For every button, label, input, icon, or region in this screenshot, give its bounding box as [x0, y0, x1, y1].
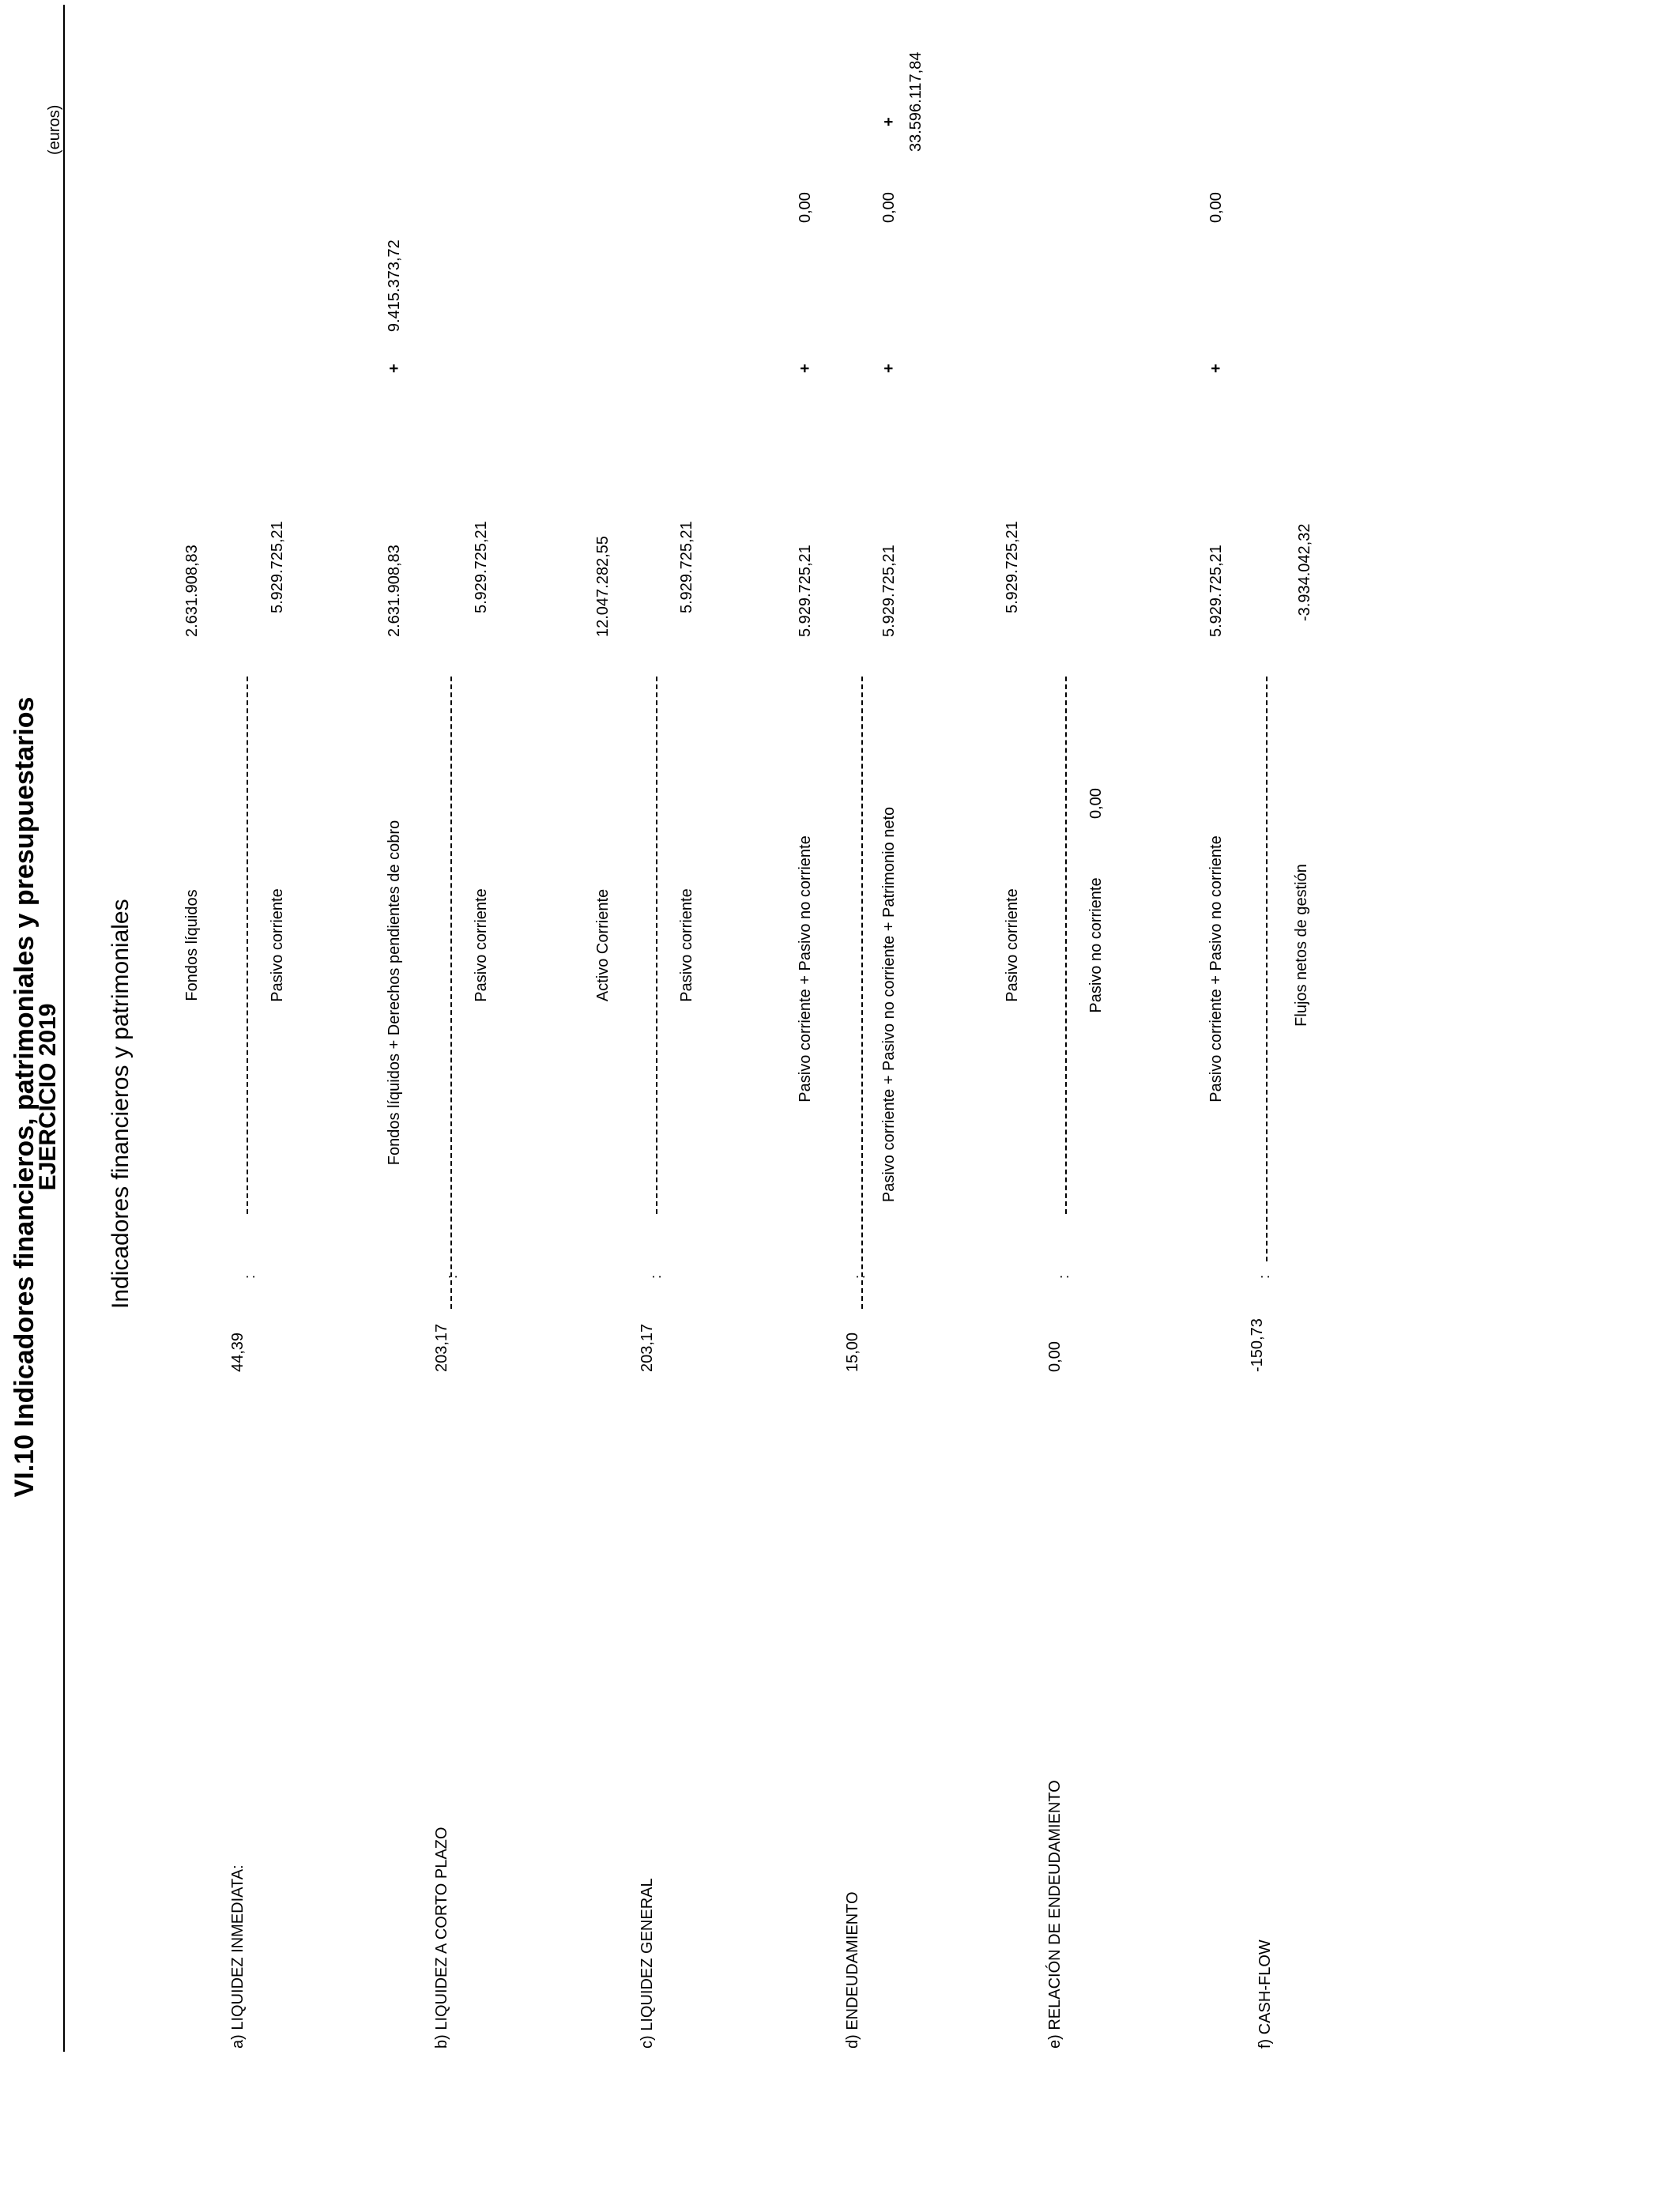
- indicator-result: -150,73: [1249, 1318, 1266, 1372]
- denominator-text: Pasivo corriente: [473, 888, 490, 1002]
- numerator-value: 2.631.908,83: [183, 545, 201, 637]
- numerator-value: 5.929.725,21: [797, 545, 814, 637]
- indicator-label: f) CASH-FLOW: [1256, 1940, 1274, 2049]
- indicator-result: 15,00: [844, 1332, 861, 1372]
- denominator-text: Pasivo corriente: [678, 888, 695, 1002]
- numerator-value: 5.929.725,21: [1207, 545, 1225, 637]
- fraction-line: [1266, 677, 1268, 1261]
- section-title: Indicadores financieros y patrimoniales: [107, 899, 134, 1309]
- currency-unit: (euros): [46, 104, 63, 155]
- indicator-label: d) ENDEUDAMIENTO: [844, 1891, 861, 2049]
- denominator-value: 5.929.725,21: [473, 521, 490, 613]
- numerator-text: Fondos líquidos + Derechos pendientes de cobro: [386, 820, 403, 1166]
- denominator-text: Flujos netos de gestión: [1293, 864, 1310, 1027]
- indicator-result: 44,39: [229, 1332, 247, 1372]
- fraction-line: [247, 677, 248, 1214]
- header-rule: [63, 5, 65, 2052]
- fraction-line: [861, 677, 863, 1309]
- plus-sign: +: [880, 117, 898, 126]
- plus-sign: +: [797, 364, 814, 373]
- indicator-label: c) LIQUIDEZ GENERAL: [638, 1878, 656, 2049]
- numerator-value: 12.047.282,55: [594, 536, 612, 637]
- denominator-text: Pasivo corriente + Pasivo no corriente + Patrimonio neto: [880, 806, 898, 1203]
- numerator-text: Activo Corriente: [594, 888, 612, 1002]
- indicator-result: 203,17: [433, 1323, 450, 1372]
- colon-separator: :: [444, 1274, 460, 1279]
- fraction-line: [656, 677, 657, 1214]
- numerator-text: Pasivo corriente + Pasivo no corriente: [797, 835, 814, 1103]
- numerator-text: Fondos líquidos: [183, 889, 201, 1001]
- denominator-value: -3.934.042,32: [1296, 523, 1313, 621]
- denominator-value: 0,00: [1087, 788, 1105, 819]
- denominator-value: 5.929.725,21: [880, 545, 898, 637]
- denominator-text: Pasivo no corriente: [1087, 877, 1105, 1013]
- plus-sign: +: [386, 364, 403, 373]
- plus-sign: +: [880, 364, 898, 373]
- denominator-value: 5.929.725,21: [269, 521, 286, 613]
- colon-separator: :: [242, 1274, 258, 1279]
- denominator-value: 0,00: [880, 192, 898, 223]
- numerator-value: 0,00: [1207, 192, 1225, 223]
- document-subtitle: EJERCICIO 2019: [35, 1003, 61, 1191]
- indicator-label: a) LIQUIDEZ INMEDIATA:: [229, 1864, 247, 2049]
- numerator-value: 2.631.908,83: [386, 545, 403, 637]
- colon-separator: :: [852, 1274, 868, 1279]
- colon-separator: :: [1056, 1274, 1072, 1279]
- numerator-text: Pasivo corriente: [1004, 888, 1021, 1002]
- denominator-text: Pasivo corriente: [269, 888, 286, 1002]
- indicator-label: b) LIQUIDEZ A CORTO PLAZO: [433, 1826, 450, 2049]
- indicator-label: e) RELACIÓN DE ENDEUDAMIENTO: [1046, 1780, 1064, 2049]
- numerator-text: Pasivo corriente + Pasivo no corriente: [1207, 835, 1225, 1103]
- numerator-value: 9.415.373,72: [386, 239, 403, 332]
- denominator-value: 5.929.725,21: [678, 521, 695, 613]
- indicator-result: 0,00: [1046, 1341, 1064, 1372]
- numerator-value: 5.929.725,21: [1004, 521, 1021, 613]
- colon-separator: :: [1256, 1274, 1272, 1279]
- denominator-value: 33.596.117,84: [907, 51, 925, 152]
- fraction-line: [1065, 677, 1067, 1214]
- document-title: VI.10 Indicadores financieros, patrimoniales y presupuestarios: [9, 696, 40, 1498]
- plus-sign: +: [1207, 364, 1225, 373]
- colon-separator: :: [648, 1274, 664, 1279]
- numerator-value: 0,00: [797, 192, 814, 223]
- fraction-line: [450, 677, 452, 1309]
- indicator-result: 203,17: [638, 1323, 656, 1372]
